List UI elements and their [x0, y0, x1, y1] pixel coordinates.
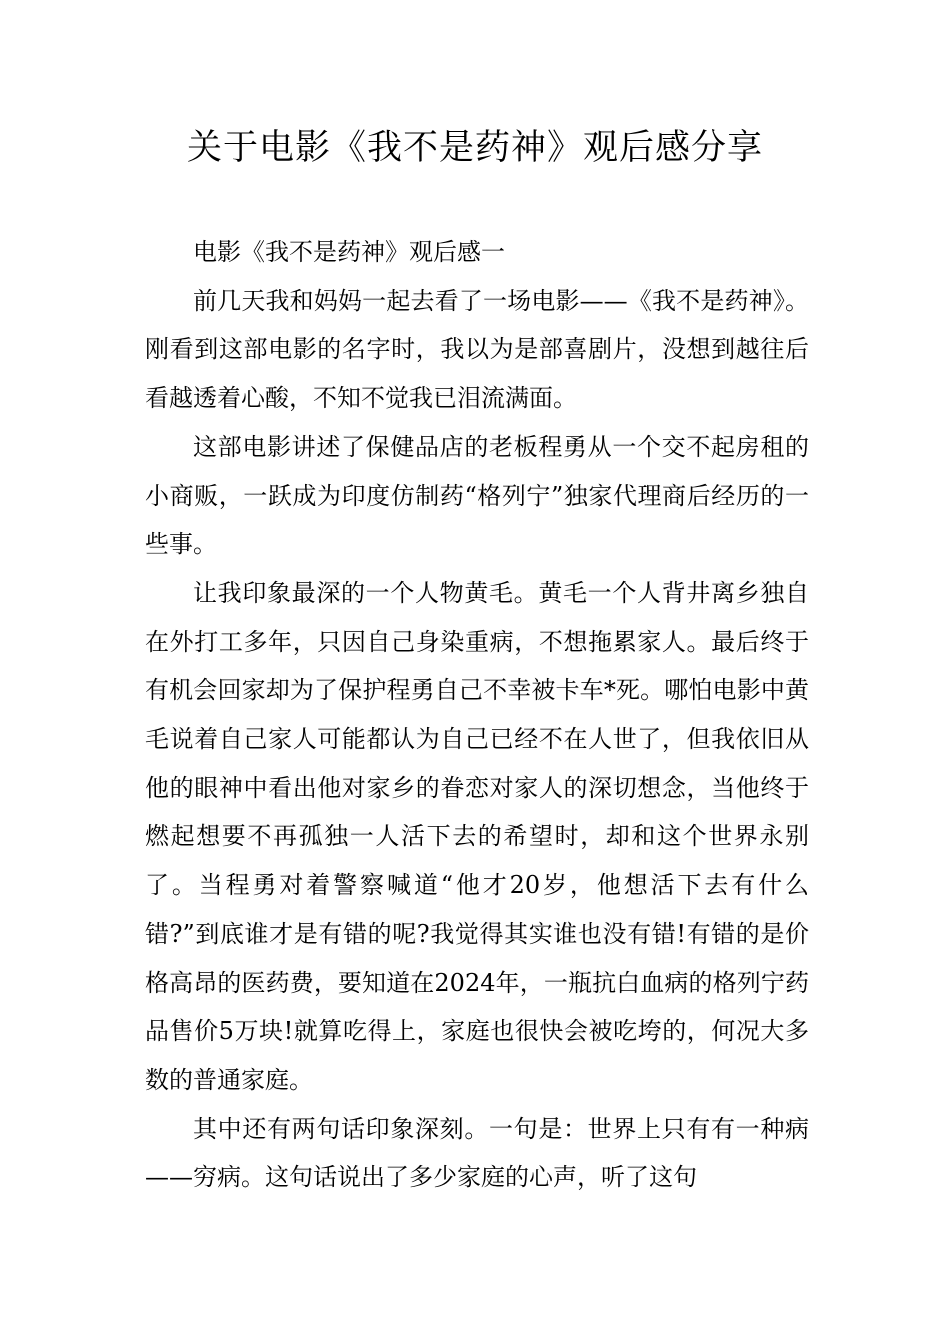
- paragraph: 其中还有两句话印象深刻。一句是：世界上只有有一种病——穷病。这句话说出了多少家庭的心声，听了这句: [145, 1114, 809, 1192]
- paragraph-subtitle: 电影《我不是药神》观后感一: [193, 238, 505, 266]
- paragraph: 让我印象最深的一个人物黄毛。黄毛一个人背井离乡独自在外打工多年，只因自己身染重病，不想拖累家人。最后终于有机会回家却为了保护程勇自己不幸被卡车*死。哪怕电影中黄毛说着自己家人可能都认为自己已经不在人世了，但我依旧从他的眼神中看出他对家乡的眷恋对家人的深切想念，当他终于燃起想要不再孤独一人活下去的希望时，却和这个世界永别了。当程勇对着警察喊道“他才20岁，他想活下去有什么错?”到底谁才是有错的呢?我觉得其实谁也没有错!有错的是价格高昂的医药费，要知道在2024年，一瓶抗白血病的格列宁药品售价5万块!就算吃得上，家庭也很快会被吃垮的，何况大多数的普通家庭。: [145, 578, 809, 1094]
- document-title: 关于电影《我不是药神》观后感分享: [186, 128, 763, 168]
- paragraph: 前几天我和妈妈一起去看了一场电影——《我不是药神》。刚看到这部电影的名字时，我以为是部喜剧片，没想到越往后看越透着心酸，不知不觉我已泪流满面。: [145, 286, 809, 413]
- document-body: [145, 228, 809, 1202]
- paragraph: 这部电影讲述了保健品店的老板程勇从一个交不起房租的小商贩，一跃成为印度仿制药“格列宁”独家代理商后经历的一些事。: [145, 432, 809, 559]
